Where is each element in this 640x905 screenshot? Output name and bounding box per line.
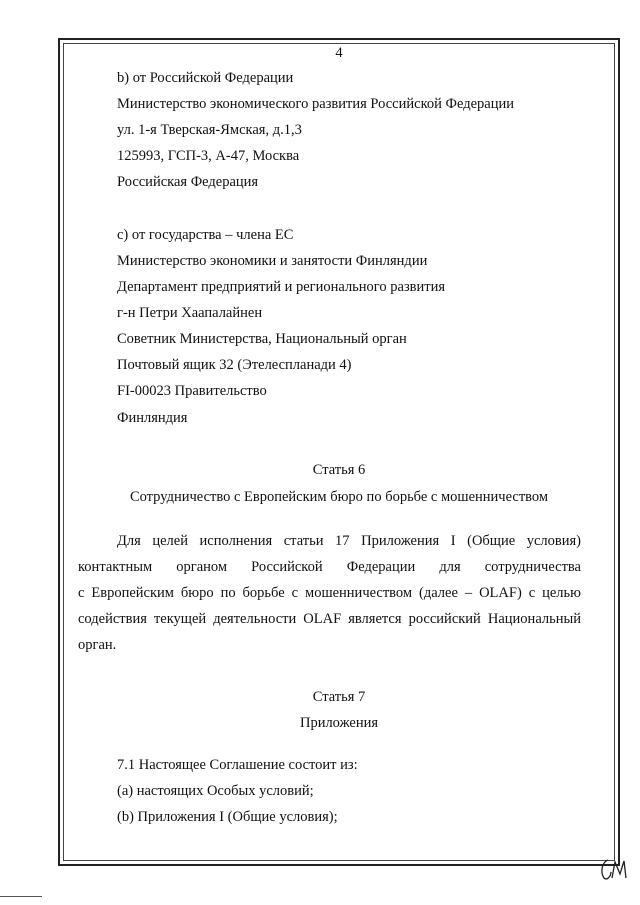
section-c-line: г-н Петри Хаапалайнен <box>117 305 263 321</box>
scan-edge-mark <box>0 896 42 897</box>
article-7-item: (b) Приложения I (Общие условия); <box>117 809 338 825</box>
article-7-item: (а) настоящих Особых условий; <box>117 783 314 799</box>
section-c-line: Министерство экономики и занятости Финляндии <box>117 253 428 269</box>
article-7-subtitle: Приложения <box>299 715 379 731</box>
section-b-line: ул. 1-я Тверская-Ямская, д.1,3 <box>117 122 302 138</box>
section-c-line: Почтовый ящик 32 (Этелеспланади 4) <box>117 357 352 373</box>
section-b-heading: b) от Российской Федерации <box>117 70 294 86</box>
section-c-line: Финляндия <box>117 410 188 426</box>
article-6-paragraph-line: орган. <box>78 637 117 653</box>
article-6-subtitle: Сотрудничество с Европейским бюро по борьбе с мошенничеством <box>129 489 549 505</box>
page-border-inner <box>63 43 615 861</box>
handwritten-initials <box>598 856 632 882</box>
article-6-paragraph-line: Для целей исполнения статьи 17 Приложения I (Общие условия) <box>117 533 581 549</box>
section-c-line: Департамент предприятий и регионального развития <box>117 279 446 295</box>
section-b-line: 125993, ГСП-3, А-47, Москва <box>117 148 300 164</box>
article-6-paragraph-line: контактным органом Российской Федерации для сотрудничества <box>78 559 581 575</box>
article-7-item: 7.1 Настоящее Соглашение состоит из: <box>117 757 358 773</box>
page-number: 4 <box>335 45 343 61</box>
article-6-paragraph-line: содействия текущей деятельности OLAF является российский Национальный <box>78 611 581 627</box>
section-c-line: Советник Министерства, Национальный орган <box>117 331 407 347</box>
article-6-paragraph-line: с Европейским бюро по борьбе с мошенничеством (далее – OLAF) с целью <box>78 585 581 601</box>
article-7-title: Статья 7 <box>312 689 366 705</box>
section-b-line: Министерство экономического развития Российской Федерации <box>117 96 514 112</box>
section-b-line: Российская Федерация <box>117 174 259 190</box>
article-6-title: Статья 6 <box>312 462 366 478</box>
section-c-line: FI-00023 Правительство <box>117 383 267 399</box>
section-c-heading: c) от государства – члена ЕС <box>117 227 294 243</box>
